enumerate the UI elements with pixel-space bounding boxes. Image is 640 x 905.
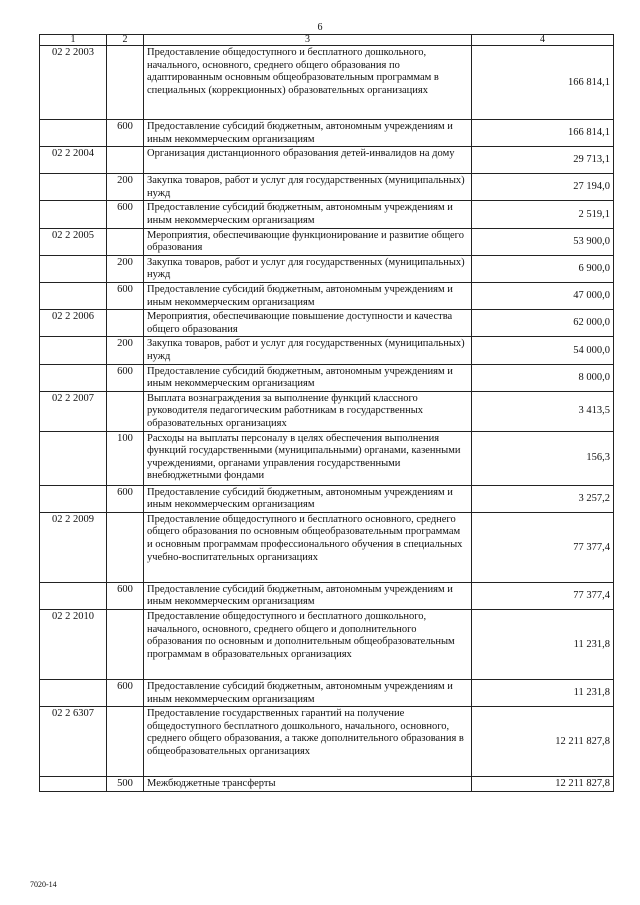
cell-amount: 3 413,5 (472, 391, 614, 431)
cell-amount: 47 000,0 (472, 282, 614, 309)
table-row (40, 582, 614, 609)
cell-expense-type: 600 (107, 364, 144, 391)
cell-code (40, 680, 107, 707)
table-row (40, 610, 614, 680)
cell-name: Закупка товаров, работ и услуг для государственных (муниципальных) нужд (144, 337, 472, 364)
cell-expense-type: 200 (107, 255, 144, 282)
cell-expense-type (107, 46, 144, 120)
cell-code (40, 282, 107, 309)
table-row (40, 46, 614, 120)
cell-expense-type: 600 (107, 282, 144, 309)
table-header-row (40, 35, 614, 46)
cell-name: Выплата вознаграждения за выполнение функций классного руководителя педагогическим работникам в государственных образовательных организациях (144, 391, 472, 431)
cell-expense-type (107, 610, 144, 680)
cell-name: Предоставление субсидий бюджетным, автономным учреждениям и иным некоммерческим организациям (144, 282, 472, 309)
cell-amount: 11 231,8 (472, 610, 614, 680)
cell-amount: 166 814,1 (472, 120, 614, 147)
cell-code: 02 2 2004 (40, 147, 107, 174)
cell-expense-type: 500 (107, 777, 144, 792)
cell-code (40, 485, 107, 512)
cell-name: Предоставление общедоступного и бесплатного основного, среднего общего образования по основным общеобразовательным программам и основным программам профессионального обучения в специальных учебно-воспитательных организациях (144, 512, 472, 582)
header-col-2: 2 (107, 35, 144, 46)
cell-expense-type (107, 391, 144, 431)
cell-name: Предоставление субсидий бюджетным, автономным учреждениям и иным некоммерческим организациям (144, 120, 472, 147)
cell-code (40, 364, 107, 391)
cell-name: Предоставление субсидий бюджетным, автономным учреждениям и иным некоммерческим организациям (144, 485, 472, 512)
table-row (40, 364, 614, 391)
cell-amount: 6 900,0 (472, 255, 614, 282)
cell-name: Мероприятия, обеспечивающие повышение доступности и качества общего образования (144, 310, 472, 337)
table-row (40, 147, 614, 174)
cell-amount: 53 900,0 (472, 228, 614, 255)
cell-name: Предоставление общедоступного и бесплатного дошкольного, начального, основного, среднего общего и дополнительного образования по основным и дополнительным общеобразовательным программам в образовательных организациях (144, 610, 472, 680)
cell-name: Организация дистанционного образования детей-инвалидов на дому (144, 147, 472, 174)
cell-expense-type: 600 (107, 120, 144, 147)
cell-amount: 62 000,0 (472, 310, 614, 337)
cell-code (40, 582, 107, 609)
header-col-4: 4 (472, 35, 614, 46)
cell-amount: 77 377,4 (472, 512, 614, 582)
table-row (40, 485, 614, 512)
cell-expense-type: 600 (107, 680, 144, 707)
table-row (40, 310, 614, 337)
cell-amount: 77 377,4 (472, 582, 614, 609)
cell-name: Предоставление субсидий бюджетным, автономным учреждениям и иным некоммерческим организациям (144, 680, 472, 707)
cell-name: Предоставление государственных гарантий на получение общедоступного бесплатного дошкольного, начального, основного, среднего общего образования, а также дополнительного образования в общеобразовательных организациях (144, 707, 472, 777)
cell-code: 02 2 2009 (40, 512, 107, 582)
table-row (40, 228, 614, 255)
cell-expense-type (107, 147, 144, 174)
cell-expense-type (107, 228, 144, 255)
table-row (40, 680, 614, 707)
cell-expense-type: 600 (107, 201, 144, 228)
cell-name: Предоставление субсидий бюджетным, автономным учреждениям и иным некоммерческим организациям (144, 364, 472, 391)
cell-name: Предоставление субсидий бюджетным, автономным учреждениям и иным некоммерческим организациям (144, 582, 472, 609)
cell-code: 02 2 2003 (40, 46, 107, 120)
table-row (40, 174, 614, 201)
cell-amount: 8 000,0 (472, 364, 614, 391)
cell-amount: 156,3 (472, 431, 614, 485)
cell-code (40, 120, 107, 147)
table-row (40, 201, 614, 228)
cell-name: Мероприятия, обеспечивающие функционирование и развитие общего образования (144, 228, 472, 255)
cell-code: 02 2 2005 (40, 228, 107, 255)
table-row (40, 337, 614, 364)
cell-code (40, 777, 107, 792)
header-col-1: 1 (40, 35, 107, 46)
cell-code (40, 431, 107, 485)
header-col-3: 3 (144, 35, 472, 46)
page-number: 6 (317, 22, 323, 33)
cell-amount: 3 257,2 (472, 485, 614, 512)
footer-code: 7020-14 (30, 880, 57, 889)
table-row (40, 707, 614, 777)
table-row (40, 120, 614, 147)
cell-amount: 2 519,1 (472, 201, 614, 228)
cell-name: Закупка товаров, работ и услуг для государственных (муниципальных) нужд (144, 174, 472, 201)
cell-amount: 12 211 827,8 (472, 777, 614, 792)
table-row (40, 512, 614, 582)
table-row (40, 431, 614, 485)
cell-code: 02 2 2010 (40, 610, 107, 680)
cell-amount: 166 814,1 (472, 46, 614, 120)
cell-name: Межбюджетные трансферты (144, 777, 472, 792)
cell-expense-type: 200 (107, 174, 144, 201)
table-row (40, 282, 614, 309)
table-row (40, 777, 614, 792)
cell-code (40, 337, 107, 364)
cell-code (40, 174, 107, 201)
cell-expense-type: 600 (107, 485, 144, 512)
cell-expense-type (107, 512, 144, 582)
cell-amount: 54 000,0 (472, 337, 614, 364)
cell-amount: 29 713,1 (472, 147, 614, 174)
table-row (40, 391, 614, 431)
cell-code (40, 201, 107, 228)
cell-name: Закупка товаров, работ и услуг для государственных (муниципальных) нужд (144, 255, 472, 282)
cell-amount: 11 231,8 (472, 680, 614, 707)
cell-expense-type: 200 (107, 337, 144, 364)
budget-table (39, 34, 614, 792)
cell-name: Предоставление общедоступного и бесплатного дошкольного, начального, основного, среднего общего образования по адаптированным основным общеобразовательным программам в специальных (коррекционных) образовательных организациях (144, 46, 472, 120)
cell-code: 02 2 2007 (40, 391, 107, 431)
cell-expense-type: 100 (107, 431, 144, 485)
table-row (40, 255, 614, 282)
cell-code: 02 2 6307 (40, 707, 107, 777)
cell-name: Расходы на выплаты персоналу в целях обеспечения выполнения функций государственными (муниципальными) органами, казенными учреждениями, органами управления государственными внебюджетными фондами (144, 431, 472, 485)
cell-expense-type (107, 707, 144, 777)
cell-code (40, 255, 107, 282)
cell-code: 02 2 2006 (40, 310, 107, 337)
cell-expense-type (107, 310, 144, 337)
cell-amount: 27 194,0 (472, 174, 614, 201)
cell-expense-type: 600 (107, 582, 144, 609)
cell-name: Предоставление субсидий бюджетным, автономным учреждениям и иным некоммерческим организациям (144, 201, 472, 228)
cell-amount: 12 211 827,8 (472, 707, 614, 777)
